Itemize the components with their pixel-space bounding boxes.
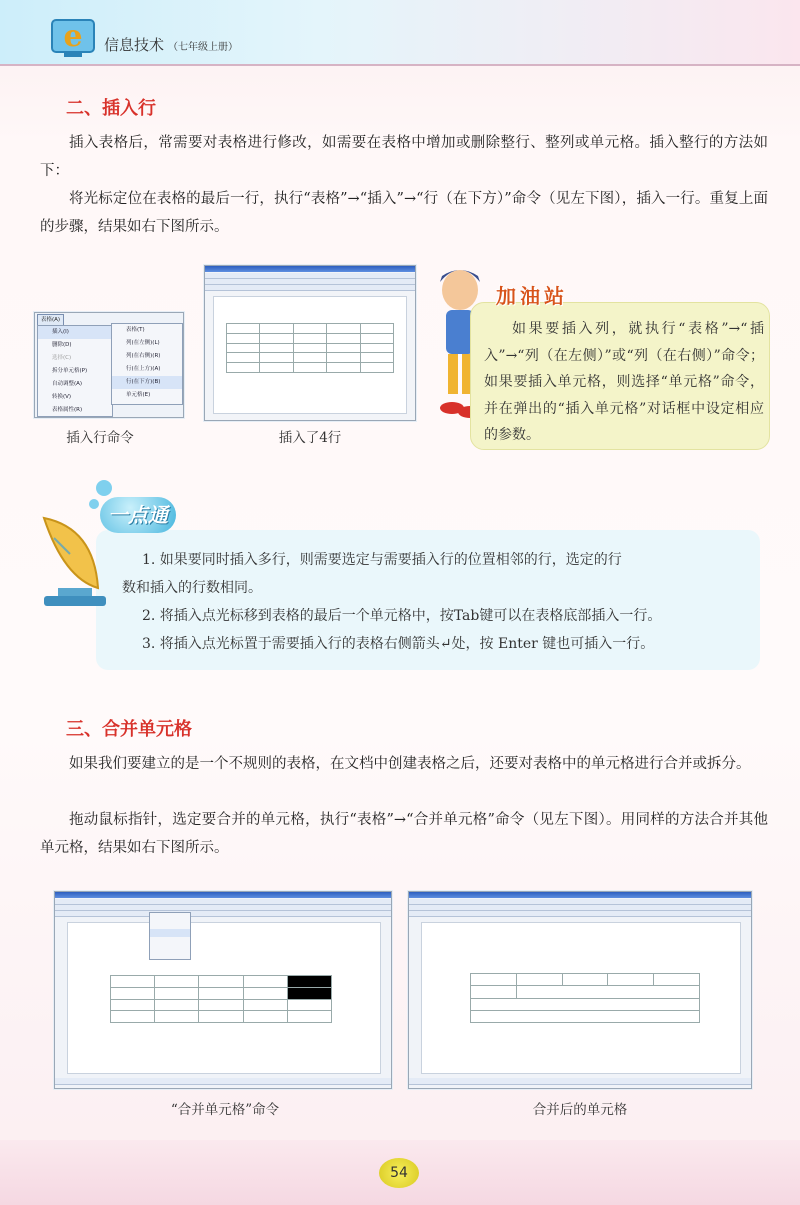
word-toolbar-3 — [55, 911, 391, 917]
table-menu — [37, 325, 113, 417]
book-title-text: 信息技术 — [104, 36, 165, 54]
word-toolbar-3 — [205, 285, 415, 291]
section-title-insert-row: 二、插入行 — [66, 98, 156, 119]
section3-paragraph-1: 如果我们要建立的是一个不规则的表格，在文档中创建表格之后，还要对表格中的单元格进行合并或拆分。 — [69, 756, 751, 772]
submenu-item-col-left: 列(在左侧)(L) — [126, 340, 160, 346]
caption-merge-command: “合并单元格”命令 — [170, 1102, 280, 1118]
submenu-item-cell: 单元格(E) — [126, 392, 151, 398]
document-area — [67, 922, 381, 1074]
menu-item-delete: 删除(D) — [52, 342, 72, 348]
book-subtitle: （七年级上册） — [168, 42, 239, 53]
word-status-bar — [55, 1078, 391, 1085]
insert-row-menu-screenshot — [34, 312, 184, 418]
word-toolbar-3 — [409, 911, 751, 917]
section-title-merge-cells: 三、合并单元格 — [66, 719, 192, 740]
submenu-item-row-below: 行(在下方)(B) — [112, 376, 182, 389]
submenu-item-table: 表格(T) — [126, 327, 145, 333]
note-line-2: 2. 将插入点光标移到表格的最后一个单元格中，按Tab键可以在表格底部插入一行。 — [142, 608, 662, 624]
menu-item-split: 拆分单元格(P) — [52, 368, 88, 374]
note-line-3: 3. 将插入点光标置于需要插入行的表格右侧箭头↵处，按 Enter 键也可插入一行。 — [142, 636, 655, 652]
table-menu-dropdown — [149, 912, 191, 960]
section2-paragraph-2: 将光标定位在表格的最后一行，执行“表格”→“插入”→“行（在下方）”命令（见左下图），插入一行。重复上面的步骤，结果如右下图所示。 — [40, 191, 768, 235]
merge-command-screenshot — [54, 891, 392, 1089]
page-number: 54 — [379, 1158, 419, 1188]
document-table — [110, 975, 332, 1023]
word-title-bar — [205, 266, 415, 272]
menu-item-properties: 表格属性(R) — [52, 407, 83, 413]
word-status-bar — [409, 1078, 751, 1085]
menu-item-autofit: 自动调整(A) — [52, 381, 83, 387]
caption-insert-row-command: 插入行命令 — [66, 430, 134, 446]
header-rule — [0, 64, 800, 66]
document-table — [226, 323, 394, 373]
word-title-bar — [409, 892, 751, 898]
ie-logo-icon — [48, 14, 98, 60]
menu-item-convert: 转换(V) — [52, 394, 72, 400]
book-title — [104, 34, 238, 55]
caption-inserted-4-rows: 插入了4行 — [278, 430, 342, 446]
note-title: 一点通 — [100, 497, 176, 533]
document-area — [421, 922, 741, 1074]
document-table — [470, 973, 700, 1023]
word-title-bar — [55, 892, 391, 898]
caption-merged-cells: 合并后的单元格 — [532, 1102, 628, 1118]
submenu-item-row-above: 行(在上方)(A) — [126, 366, 161, 372]
tip-text: 如果要插入列，就执行“表格”→“插入”→“列（在左侧）”或“列（在右侧）”命令；如果要插入单元格，则选择“单元格”命令，并在弹出的“插入单元格”对话框中设定相应的参数。 — [484, 321, 764, 443]
inserted-rows-screenshot — [204, 265, 416, 421]
menubar-table: 表格(A) — [37, 314, 64, 326]
note-line-1: 1. 如果要同时插入多行，则需要选定与需要插入行的位置相邻的行，选定的行 — [142, 552, 622, 568]
menu-item-select: 选择(C) — [52, 355, 72, 361]
note-line-1-continued: 数和插入的行数相同。 — [122, 580, 262, 596]
document-area — [213, 296, 407, 414]
svg-text:e: e — [63, 19, 83, 54]
insert-submenu — [111, 323, 183, 405]
section3-paragraph-2: 拖动鼠标指针，选定要合并的单元格，执行“表格”→“合并单元格”命令（见左下图）。用同样的方法合并其他单元格，结果如右下图所示。 — [40, 812, 768, 856]
section2-paragraph-1: 插入表格后，常需要对表格进行修改，如需要在表格中增加或删除整行、整列或单元格。插入整行的方法如下： — [40, 135, 768, 179]
merged-cells-screenshot — [408, 891, 752, 1089]
tip-title: 加油站 — [496, 284, 568, 308]
submenu-item-col-right: 列(在右侧)(R) — [126, 353, 161, 359]
menu-item-insert: 插入(I) — [38, 326, 112, 339]
